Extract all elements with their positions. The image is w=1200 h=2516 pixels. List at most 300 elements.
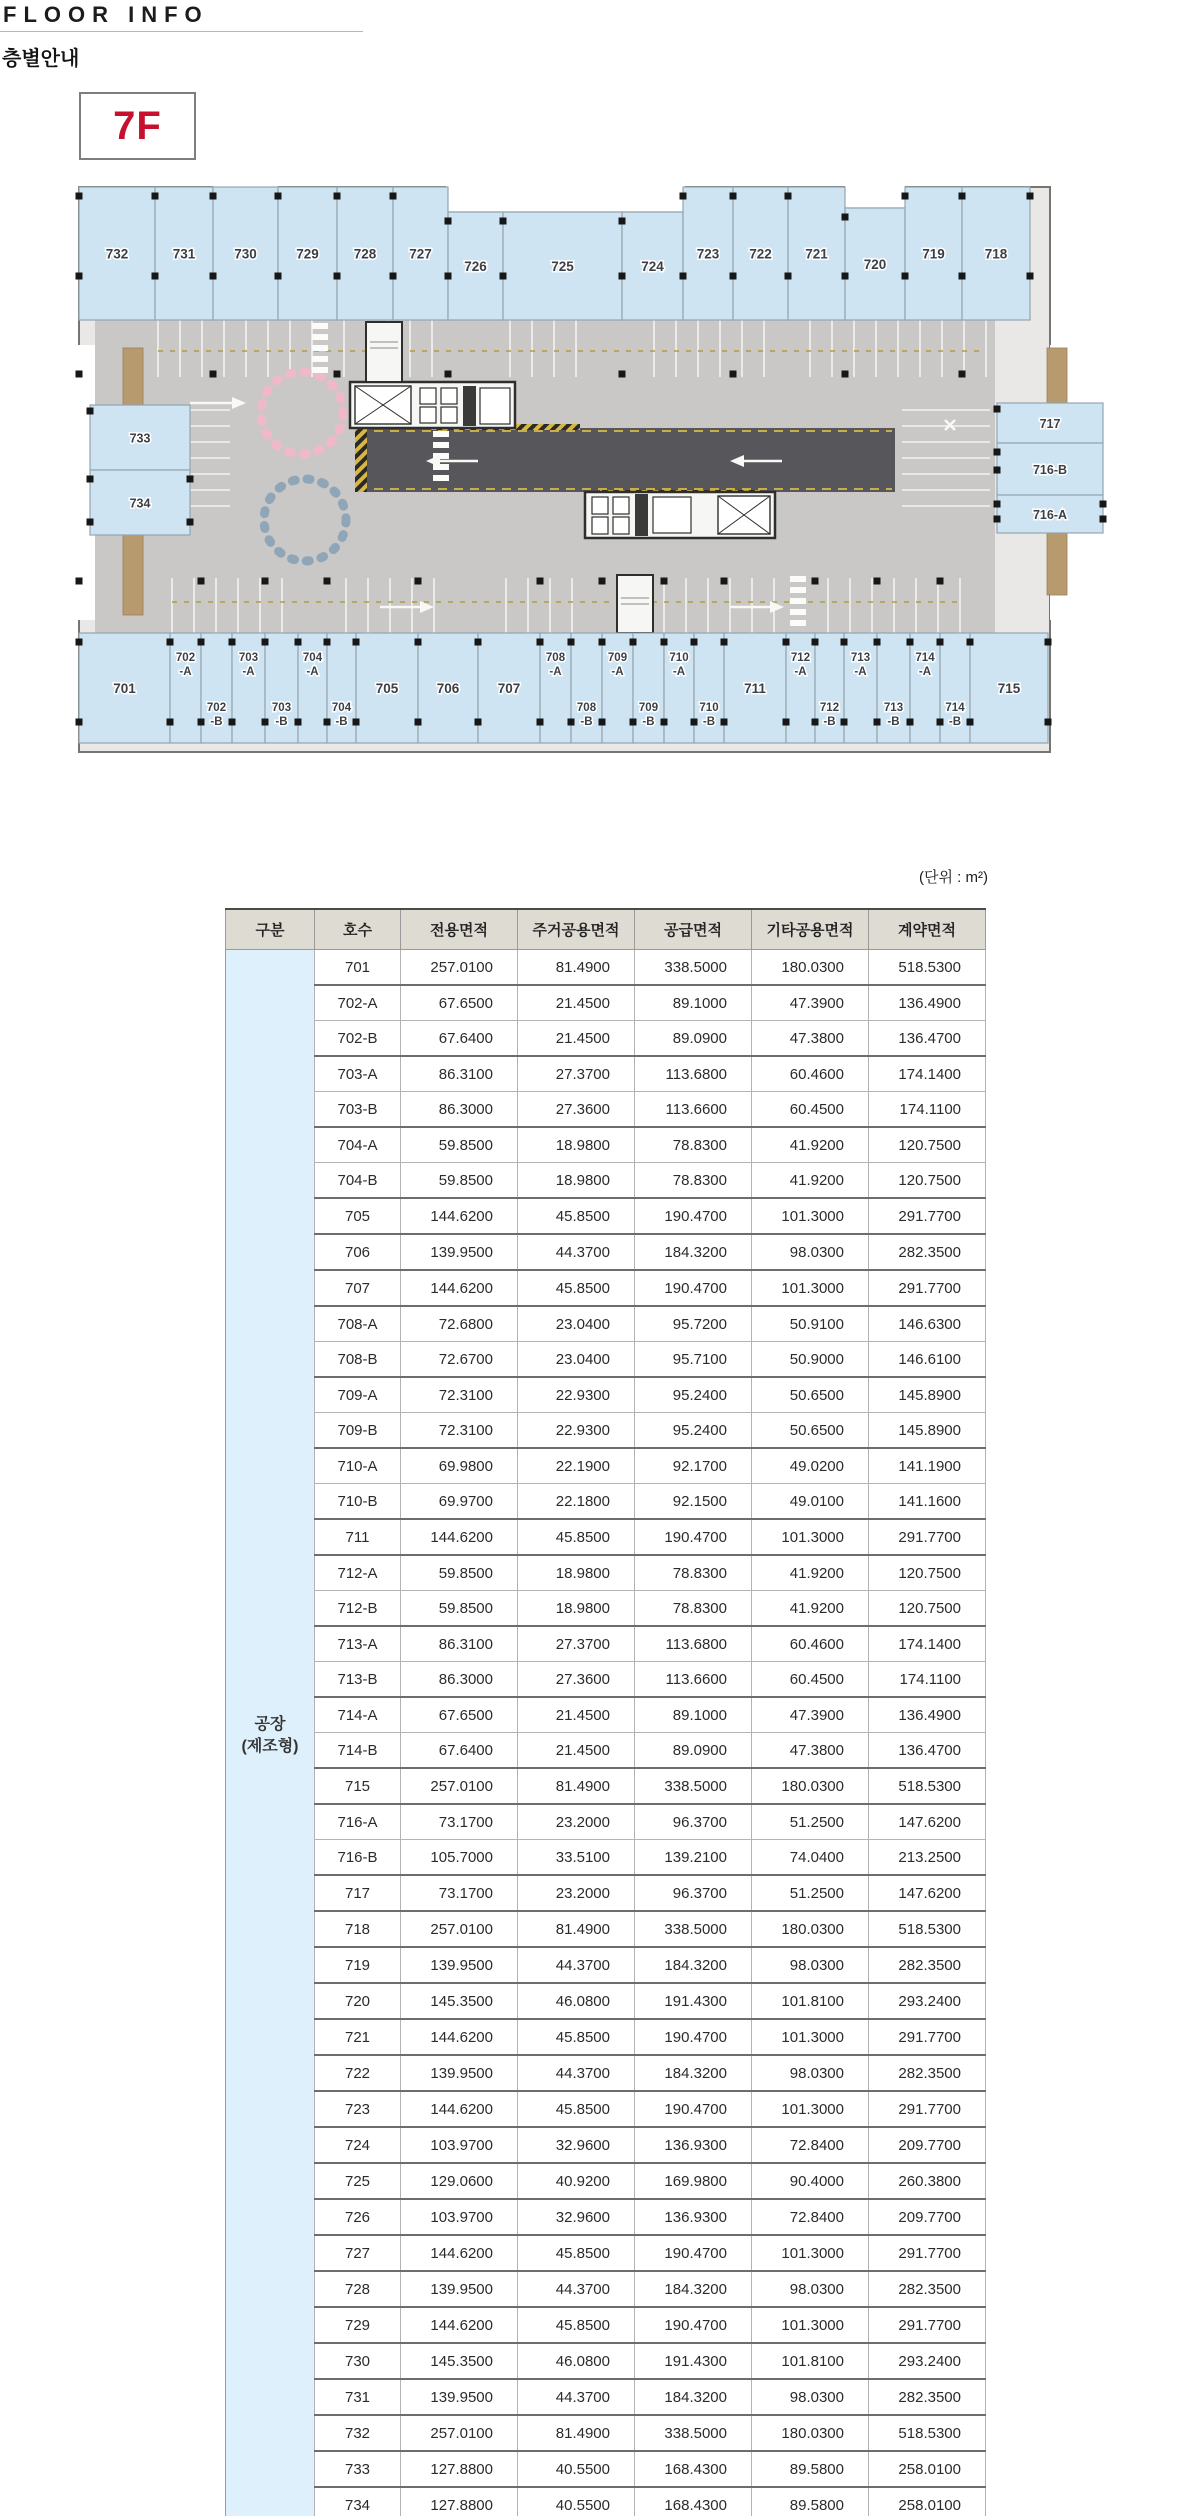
value-cell: 209.7700	[869, 2127, 986, 2163]
unit-cell: 714-B	[315, 1733, 401, 1769]
svg-text:-A: -A	[179, 666, 192, 678]
table-row	[226, 1198, 986, 1234]
value-cell: 139.9500	[401, 1234, 518, 1270]
unit-cell: 707	[315, 1270, 401, 1306]
svg-text:732: 732	[105, 246, 129, 262]
value-cell: 18.9800	[518, 1127, 635, 1163]
unit-cell: 709-B	[315, 1413, 401, 1449]
value-cell: 291.7700	[869, 2091, 986, 2127]
unit-cell: 727	[315, 2235, 401, 2271]
unit-cell: 732	[315, 2415, 401, 2451]
value-cell: 169.9800	[635, 2163, 752, 2199]
value-cell: 44.3700	[518, 2055, 635, 2091]
value-cell: 69.9800	[401, 1448, 518, 1484]
value-cell: 89.1000	[635, 985, 752, 1021]
value-cell: 213.2500	[869, 1840, 986, 1876]
value-cell: 41.9200	[752, 1591, 869, 1627]
value-cell: 44.3700	[518, 1234, 635, 1270]
value-cell: 282.3500	[869, 2271, 986, 2307]
plan-unit-728	[337, 187, 393, 320]
svg-text:701: 701	[113, 681, 136, 696]
value-cell: 127.8800	[401, 2451, 518, 2487]
unit-cell: 712-B	[315, 1591, 401, 1627]
col-header-residential-common-area: 주거공용면적	[518, 909, 635, 950]
table-row	[226, 1733, 986, 1769]
page-title: FLOOR INFO	[3, 2, 209, 27]
svg-text:705: 705	[375, 681, 399, 696]
value-cell: 18.9800	[518, 1163, 635, 1199]
svg-text:720: 720	[863, 257, 887, 272]
unit-cell: 716-B	[315, 1840, 401, 1876]
svg-text:708: 708	[576, 702, 597, 714]
value-cell: 81.4900	[518, 1768, 635, 1804]
unit-cell: 704-A	[315, 1127, 401, 1163]
value-cell: 136.4900	[869, 1697, 986, 1733]
svg-text:-B: -B	[580, 716, 593, 728]
plan-unit-725	[503, 212, 622, 320]
table-row	[226, 2055, 986, 2091]
plan-unit-719	[905, 187, 962, 320]
plan-unit-722	[733, 187, 788, 320]
unit-cell: 733	[315, 2451, 401, 2487]
svg-text:702: 702	[206, 702, 227, 714]
value-cell: 144.6200	[401, 2307, 518, 2343]
value-cell: 92.1700	[635, 1448, 752, 1484]
svg-text:728: 728	[353, 246, 377, 262]
value-cell: 86.3000	[401, 1092, 518, 1128]
value-cell: 89.5800	[752, 2487, 869, 2516]
plan-unit-708-B	[571, 633, 602, 743]
value-cell: 98.0300	[752, 1947, 869, 1983]
plan-unit-703-A	[232, 633, 265, 743]
value-cell: 89.0900	[635, 1021, 752, 1057]
value-cell: 184.3200	[635, 1234, 752, 1270]
svg-text:-B: -B	[642, 716, 655, 728]
table-row	[226, 950, 986, 986]
value-cell: 180.0300	[752, 2415, 869, 2451]
plan-unit-714-A	[910, 633, 940, 743]
value-cell: 73.1700	[401, 1875, 518, 1911]
value-cell: 89.0900	[635, 1733, 752, 1769]
col-header-exclusive-area: 전용면적	[401, 909, 518, 950]
table-row	[226, 1662, 986, 1698]
value-cell: 257.0100	[401, 2415, 518, 2451]
value-cell: 291.7700	[869, 1270, 986, 1306]
value-cell: 190.4700	[635, 2091, 752, 2127]
table-row	[226, 985, 986, 1021]
svg-text:727: 727	[409, 246, 432, 262]
value-cell: 139.9500	[401, 2379, 518, 2415]
value-cell: 21.4500	[518, 1021, 635, 1057]
svg-text:-B: -B	[702, 716, 716, 728]
value-cell: 282.3500	[869, 2379, 986, 2415]
plan-unit-704-B	[327, 633, 356, 743]
unit-cell: 710-A	[315, 1448, 401, 1484]
value-cell: 81.4900	[518, 2415, 635, 2451]
svg-text:723: 723	[696, 246, 720, 262]
svg-text:712: 712	[819, 702, 840, 714]
svg-text:714: 714	[945, 702, 965, 714]
value-cell: 45.8500	[518, 1519, 635, 1555]
value-cell: 60.4500	[752, 1662, 869, 1698]
value-cell: 45.8500	[518, 2235, 635, 2271]
svg-text:733: 733	[129, 431, 151, 446]
value-cell: 258.0100	[869, 2451, 986, 2487]
value-cell: 59.8500	[401, 1591, 518, 1627]
svg-text:-B: -B	[823, 716, 836, 728]
value-cell: 101.3000	[752, 1270, 869, 1306]
value-cell: 21.4500	[518, 1697, 635, 1733]
plan-unit-720	[845, 208, 905, 320]
table-row	[226, 1555, 986, 1591]
svg-text:730: 730	[234, 246, 257, 262]
unit-cell: 723	[315, 2091, 401, 2127]
svg-text:710: 710	[699, 702, 719, 714]
plan-unit-710-B	[694, 633, 724, 743]
value-cell: 45.8500	[518, 2307, 635, 2343]
svg-text:-B: -B	[887, 716, 900, 728]
table-row	[226, 2235, 986, 2271]
table-row	[226, 2199, 986, 2235]
svg-text:731: 731	[172, 246, 196, 262]
value-cell: 60.4600	[752, 1626, 869, 1662]
value-cell: 50.9100	[752, 1306, 869, 1342]
plan-unit-702-A	[170, 633, 201, 743]
value-cell: 47.3900	[752, 985, 869, 1021]
value-cell: 191.4300	[635, 2343, 752, 2379]
value-cell: 49.0100	[752, 1484, 869, 1520]
value-cell: 136.4900	[869, 985, 986, 1021]
plan-unit-704-A	[298, 633, 327, 743]
plan-unit-707	[478, 633, 540, 743]
value-cell: 338.5000	[635, 1768, 752, 1804]
value-cell: 184.3200	[635, 2271, 752, 2307]
value-cell: 49.0200	[752, 1448, 869, 1484]
plan-unit-703-B	[265, 633, 298, 743]
value-cell: 59.8500	[401, 1127, 518, 1163]
table-row	[226, 1021, 986, 1057]
svg-text:708: 708	[545, 652, 566, 664]
value-cell: 45.8500	[518, 2091, 635, 2127]
value-cell: 40.5500	[518, 2487, 635, 2516]
value-cell: 120.7500	[869, 1591, 986, 1627]
value-cell: 293.2400	[869, 1983, 986, 2019]
value-cell: 168.4300	[635, 2487, 752, 2516]
value-cell: 144.6200	[401, 2235, 518, 2271]
value-cell: 22.9300	[518, 1377, 635, 1413]
value-cell: 32.9600	[518, 2199, 635, 2235]
svg-text:-B: -B	[210, 716, 223, 728]
value-cell: 32.9600	[518, 2127, 635, 2163]
table-row	[226, 1697, 986, 1733]
value-cell: 101.3000	[752, 2307, 869, 2343]
table-row	[226, 2091, 986, 2127]
value-cell: 98.0300	[752, 1234, 869, 1270]
svg-text:719: 719	[922, 246, 945, 262]
unit-cell: 708-B	[315, 1342, 401, 1378]
value-cell: 174.1100	[869, 1092, 986, 1128]
plan-unit-712-B	[815, 633, 844, 743]
value-cell: 145.8900	[869, 1413, 986, 1449]
value-cell: 190.4700	[635, 1519, 752, 1555]
table-row	[226, 1875, 986, 1911]
value-cell: 45.8500	[518, 1198, 635, 1234]
value-cell: 282.3500	[869, 1234, 986, 1270]
value-cell: 22.1900	[518, 1448, 635, 1484]
svg-text:717: 717	[1039, 417, 1061, 431]
value-cell: 51.2500	[752, 1875, 869, 1911]
value-cell: 67.6400	[401, 1733, 518, 1769]
plan-unit-734	[90, 470, 190, 535]
value-cell: 101.3000	[752, 2091, 869, 2127]
table-row	[226, 1519, 986, 1555]
plan-unit-712-A	[786, 633, 815, 743]
value-cell: 89.5800	[752, 2451, 869, 2487]
value-cell: 67.6500	[401, 985, 518, 1021]
value-cell: 81.4900	[518, 950, 635, 986]
svg-text:709: 709	[638, 702, 659, 714]
value-cell: 22.1800	[518, 1484, 635, 1520]
value-cell: 98.0300	[752, 2379, 869, 2415]
plan-unit-730	[213, 187, 278, 320]
value-cell: 72.6800	[401, 1306, 518, 1342]
svg-text:716-B: 716-B	[1032, 463, 1068, 477]
svg-text:-B: -B	[335, 716, 348, 728]
plan-unit-714-B	[940, 633, 970, 743]
svg-text:734: 734	[129, 496, 151, 511]
value-cell: 33.5100	[518, 1840, 635, 1876]
value-cell: 282.3500	[869, 1947, 986, 1983]
unit-cell: 702-A	[315, 985, 401, 1021]
value-cell: 51.2500	[752, 1804, 869, 1840]
svg-text:722: 722	[749, 246, 772, 262]
value-cell: 101.3000	[752, 2235, 869, 2271]
floor-plan	[40, 170, 1160, 770]
value-cell: 67.6500	[401, 1697, 518, 1733]
value-cell: 101.3000	[752, 2019, 869, 2055]
value-cell: 27.3600	[518, 1662, 635, 1698]
value-cell: 72.8400	[752, 2127, 869, 2163]
value-cell: 144.6200	[401, 1198, 518, 1234]
value-cell: 73.1700	[401, 1804, 518, 1840]
value-cell: 113.6800	[635, 1056, 752, 1092]
value-cell: 40.9200	[518, 2163, 635, 2199]
value-cell: 338.5000	[635, 1911, 752, 1947]
value-cell: 293.2400	[869, 2343, 986, 2379]
plan-unit-713-A	[844, 633, 877, 743]
svg-text:726: 726	[464, 259, 487, 274]
plan-unit-709-A	[602, 633, 633, 743]
value-cell: 50.6500	[752, 1377, 869, 1413]
value-cell: 27.3700	[518, 1626, 635, 1662]
value-cell: 45.8500	[518, 2019, 635, 2055]
plan-unit-713-B	[877, 633, 910, 743]
svg-text:707: 707	[497, 681, 521, 696]
value-cell: 191.4300	[635, 1983, 752, 2019]
table-row	[226, 1768, 986, 1804]
value-cell: 27.3700	[518, 1056, 635, 1092]
svg-text:710: 710	[669, 652, 689, 664]
unit-cell: 720	[315, 1983, 401, 2019]
value-cell: 282.3500	[869, 2055, 986, 2091]
unit-cell: 734	[315, 2487, 401, 2516]
table-row	[226, 1127, 986, 1163]
value-cell: 41.9200	[752, 1555, 869, 1591]
table-row	[226, 1947, 986, 1983]
plan-unit-721	[788, 187, 845, 320]
value-cell: 21.4500	[518, 985, 635, 1021]
value-cell: 18.9800	[518, 1591, 635, 1627]
plan-unit-732	[79, 187, 155, 320]
area-table-body	[226, 950, 986, 2516]
value-cell: 113.6800	[635, 1626, 752, 1662]
value-cell: 145.3500	[401, 1983, 518, 2019]
unit-cell: 706	[315, 1234, 401, 1270]
table-row	[226, 1840, 986, 1876]
value-cell: 101.8100	[752, 1983, 869, 2019]
floor-badge-label: 7F	[113, 103, 162, 148]
value-cell: 518.5300	[869, 1768, 986, 1804]
value-cell: 518.5300	[869, 1911, 986, 1947]
unit-cell: 729	[315, 2307, 401, 2343]
value-cell: 72.6700	[401, 1342, 518, 1378]
value-cell: 127.8800	[401, 2487, 518, 2516]
plan-unit-718	[962, 187, 1030, 320]
value-cell: 23.2000	[518, 1875, 635, 1911]
svg-text:711: 711	[744, 681, 766, 696]
table-row	[226, 2415, 986, 2451]
svg-text:715: 715	[997, 681, 1021, 696]
unit-cell: 726	[315, 2199, 401, 2235]
value-cell: 190.4700	[635, 2235, 752, 2271]
unit-cell: 704-B	[315, 1163, 401, 1199]
value-cell: 18.9800	[518, 1555, 635, 1591]
value-cell: 41.9200	[752, 1127, 869, 1163]
value-cell: 78.8300	[635, 1127, 752, 1163]
value-cell: 144.6200	[401, 1519, 518, 1555]
plan-unit-715	[970, 633, 1048, 743]
col-header-category: 구분	[226, 909, 315, 950]
title-divider	[0, 31, 363, 32]
unit-cell: 709-A	[315, 1377, 401, 1413]
value-cell: 67.6400	[401, 1021, 518, 1057]
value-cell: 59.8500	[401, 1555, 518, 1591]
svg-text:-A: -A	[242, 666, 255, 678]
value-cell: 21.4500	[518, 1733, 635, 1769]
value-cell: 44.3700	[518, 2379, 635, 2415]
unit-cell: 725	[315, 2163, 401, 2199]
value-cell: 518.5300	[869, 950, 986, 986]
table-row	[226, 1484, 986, 1520]
svg-text:702: 702	[175, 652, 196, 664]
plan-unit-724	[622, 212, 683, 320]
plan-unit-705	[356, 633, 418, 743]
value-cell: 120.7500	[869, 1127, 986, 1163]
value-cell: 101.3000	[752, 1519, 869, 1555]
value-cell: 174.1400	[869, 1626, 986, 1662]
value-cell: 74.0400	[752, 1840, 869, 1876]
table-row	[226, 1234, 986, 1270]
svg-text:704: 704	[331, 702, 352, 714]
value-cell: 291.7700	[869, 1519, 986, 1555]
col-header-other-common-area: 기타공용면적	[752, 909, 869, 950]
svg-text:-A: -A	[306, 666, 319, 678]
value-cell: 60.4500	[752, 1092, 869, 1128]
value-cell: 147.6200	[869, 1804, 986, 1840]
unit-cell: 724	[315, 2127, 401, 2163]
floor-badge	[79, 92, 196, 160]
table-row	[226, 1626, 986, 1662]
plan-unit-723	[683, 187, 733, 320]
value-cell: 136.4700	[869, 1021, 986, 1057]
value-cell: 145.3500	[401, 2343, 518, 2379]
value-cell: 78.8300	[635, 1555, 752, 1591]
value-cell: 113.6600	[635, 1662, 752, 1698]
value-cell: 139.9500	[401, 1947, 518, 1983]
value-cell: 180.0300	[752, 950, 869, 986]
value-cell: 136.9300	[635, 2127, 752, 2163]
svg-text:-A: -A	[854, 666, 867, 678]
table-row	[226, 1056, 986, 1092]
value-cell: 72.3100	[401, 1377, 518, 1413]
plan-unit-731	[155, 187, 213, 320]
value-cell: 139.9500	[401, 2055, 518, 2091]
table-row	[226, 2487, 986, 2516]
svg-text:704: 704	[302, 652, 323, 664]
plan-unit-733	[90, 405, 190, 470]
table-row	[226, 1591, 986, 1627]
unit-cell: 716-A	[315, 1804, 401, 1840]
value-cell: 147.6200	[869, 1875, 986, 1911]
svg-text:713: 713	[850, 652, 871, 664]
plan-unit-726	[448, 212, 503, 320]
value-cell: 90.4000	[752, 2163, 869, 2199]
value-cell: 46.0800	[518, 1983, 635, 2019]
value-cell: 96.3700	[635, 1875, 752, 1911]
value-cell: 209.7700	[869, 2199, 986, 2235]
value-cell: 86.3000	[401, 1662, 518, 1698]
table-row	[226, 2019, 986, 2055]
value-cell: 184.3200	[635, 2379, 752, 2415]
value-cell: 291.7700	[869, 2235, 986, 2271]
table-row	[226, 2451, 986, 2487]
svg-text:-A: -A	[918, 666, 932, 678]
value-cell: 291.7700	[869, 2307, 986, 2343]
unit-cell: 708-A	[315, 1306, 401, 1342]
svg-text:724: 724	[641, 259, 664, 274]
unit-cell: 717	[315, 1875, 401, 1911]
unit-cell: 715	[315, 1768, 401, 1804]
svg-text:709: 709	[607, 652, 628, 664]
table-row	[226, 1306, 986, 1342]
value-cell: 129.0600	[401, 2163, 518, 2199]
value-cell: 96.3700	[635, 1804, 752, 1840]
svg-text:-A: -A	[611, 666, 624, 678]
value-cell: 69.9700	[401, 1484, 518, 1520]
unit-cell: 728	[315, 2271, 401, 2307]
svg-text:716-A: 716-A	[1032, 508, 1068, 522]
plan-unit-727	[393, 187, 448, 320]
svg-text:703: 703	[271, 702, 292, 714]
unit-cell: 712-A	[315, 1555, 401, 1591]
value-cell: 50.9000	[752, 1342, 869, 1378]
svg-text:-A: -A	[794, 666, 807, 678]
unit-cell: 713-B	[315, 1662, 401, 1698]
unit-cell: 722	[315, 2055, 401, 2091]
value-cell: 120.7500	[869, 1163, 986, 1199]
table-row	[226, 2307, 986, 2343]
svg-text:-A: -A	[549, 666, 562, 678]
